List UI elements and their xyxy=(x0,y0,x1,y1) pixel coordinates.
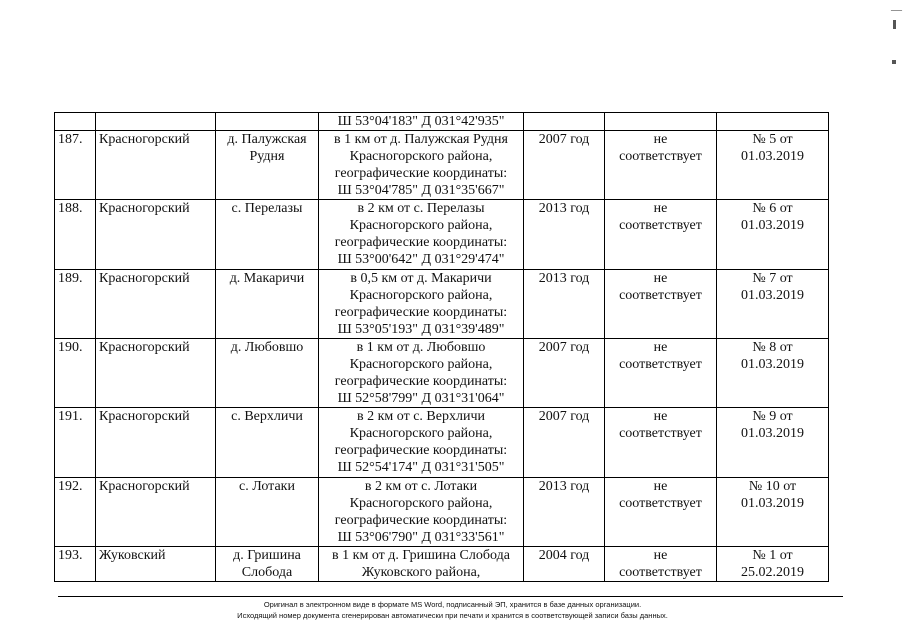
document-line: 01.03.2019 xyxy=(741,149,804,164)
settlement-line: д. Макаричи xyxy=(229,271,305,286)
location-line: Ш 53°04'785" Д 031°35'667" xyxy=(337,183,505,198)
settlement-line: с. Верхличи xyxy=(231,409,303,424)
year-cell: 2007 год xyxy=(524,339,605,408)
document-line: 25.02.2019 xyxy=(741,565,804,580)
status-cell xyxy=(605,339,717,408)
status-line: соответствует xyxy=(619,426,702,441)
location-line: в 2 км от с. Лотаки xyxy=(364,479,478,494)
table-row xyxy=(55,339,829,408)
district-cell: Красногорский xyxy=(96,408,216,478)
scan-mark xyxy=(893,20,896,29)
location-line: Ш 52°58'799" Д 031°31'064" xyxy=(337,391,505,406)
location-cell xyxy=(319,547,524,582)
table-row xyxy=(55,408,829,478)
document-cell xyxy=(717,270,829,339)
district-cell: Красногорский xyxy=(96,131,216,200)
table-row xyxy=(55,270,829,339)
settlement-line: с. Перелазы xyxy=(231,201,303,216)
location-line: в 0,5 км от д. Макаричи xyxy=(350,271,492,286)
settlement-line: с. Лотаки xyxy=(239,479,295,494)
district-cell: Красногорский xyxy=(96,270,216,339)
status-cell xyxy=(605,547,717,582)
year-cell: 2007 год xyxy=(524,408,605,478)
document-cell xyxy=(717,408,829,478)
status-line: соответствует xyxy=(619,357,702,372)
location-line: Ш 53°05'193" Д 031°39'489" xyxy=(337,322,505,337)
status-cell xyxy=(605,478,717,547)
location-line: географические координаты: xyxy=(334,443,508,458)
document-line: 01.03.2019 xyxy=(741,496,804,511)
status-cell xyxy=(605,408,717,478)
location-line: в 1 км от д. Любовшо xyxy=(356,340,486,355)
location-line: Ш 52°54'174" Д 031°31'505" xyxy=(337,460,505,475)
location-cell xyxy=(319,131,524,200)
location-tail: Ш 53°04'183" Д 031°42'935" xyxy=(337,114,505,129)
location-cell xyxy=(319,270,524,339)
status-cell xyxy=(605,131,717,200)
records-table xyxy=(54,112,829,582)
row-number: 187. xyxy=(55,131,96,200)
district-cell: Красногорский xyxy=(96,200,216,270)
settlement-line: д. Гришина xyxy=(233,548,301,563)
location-line: Красногорского района, xyxy=(349,149,493,164)
status-line: соответствует xyxy=(619,496,702,511)
year-cell: 2007 год xyxy=(524,131,605,200)
table-row xyxy=(55,200,829,270)
document-line: № 10 от xyxy=(748,479,797,494)
year-cell: 2013 год xyxy=(524,270,605,339)
row-number: 192. xyxy=(55,478,96,547)
location-line: Красногорского района, xyxy=(349,357,493,372)
location-cell xyxy=(319,200,524,270)
document-line: № 9 от xyxy=(752,409,793,424)
settlement-line: Слобода xyxy=(241,565,293,580)
status-line: не xyxy=(653,479,668,494)
location-line: Красногорского района, xyxy=(349,426,493,441)
table-row-continued xyxy=(55,113,829,131)
document-cell xyxy=(717,339,829,408)
row-number: 188. xyxy=(55,200,96,270)
location-line: Жуковского района, xyxy=(361,565,481,580)
document-line: № 5 от xyxy=(752,132,793,147)
settlement-cell xyxy=(216,478,319,547)
location-cell xyxy=(319,408,524,478)
document-line: № 7 от xyxy=(752,271,793,286)
scan-mark xyxy=(892,60,896,64)
document-line: 01.03.2019 xyxy=(741,218,804,233)
row-number: 191. xyxy=(55,408,96,478)
settlement-cell xyxy=(216,339,319,408)
status-cell xyxy=(605,200,717,270)
district-cell: Красногорский xyxy=(96,478,216,547)
table-row xyxy=(55,547,829,582)
page-marker: — xyxy=(891,4,901,16)
status-line: соответствует xyxy=(619,149,702,164)
settlement-cell xyxy=(216,131,319,200)
row-number: 189. xyxy=(55,270,96,339)
status-line: соответствует xyxy=(619,565,702,580)
location-line: Ш 53°00'642" Д 031°29'474" xyxy=(337,252,505,267)
row-number: 193. xyxy=(55,547,96,582)
district-cell: Красногорский xyxy=(96,339,216,408)
location-cell xyxy=(319,478,524,547)
document-cell xyxy=(717,131,829,200)
location-cell xyxy=(319,339,524,408)
location-line: в 1 км от д. Гришина Слобода xyxy=(332,548,510,563)
table-row xyxy=(55,478,829,547)
status-line: не xyxy=(653,271,668,286)
location-line: Красногорского района, xyxy=(349,218,493,233)
document-cell xyxy=(717,200,829,270)
document-line: № 8 от xyxy=(752,340,793,355)
location-line: в 2 км от с. Перелазы xyxy=(357,201,485,216)
status-cell xyxy=(605,270,717,339)
location-line: географические координаты: xyxy=(334,166,508,181)
status-line: не xyxy=(653,201,668,216)
year-cell: 2013 год xyxy=(524,200,605,270)
settlement-cell xyxy=(216,200,319,270)
settlement-cell xyxy=(216,270,319,339)
location-line: географические координаты: xyxy=(334,235,508,250)
location-line: в 1 км от д. Палужская Рудня xyxy=(334,132,508,147)
row-number: 190. xyxy=(55,339,96,408)
status-line: не xyxy=(653,409,668,424)
district-cell: Жуковский xyxy=(96,547,216,582)
document-line: 01.03.2019 xyxy=(741,426,804,441)
settlement-cell xyxy=(216,408,319,478)
document-line: 01.03.2019 xyxy=(741,288,804,303)
table-row xyxy=(55,131,829,200)
location-line: Красногорского района, xyxy=(349,496,493,511)
location-line: Ш 53°06'790" Д 031°33'561" xyxy=(337,530,505,545)
footer-note-original: Оригинал в электронном виде в формате MS Word, подписанный ЭП, хранится в базе данных организации. xyxy=(263,600,642,609)
document-line: № 1 от xyxy=(752,548,793,563)
location-line: Красногорского района, xyxy=(349,288,493,303)
document-cell xyxy=(717,547,829,582)
location-line: географические координаты: xyxy=(334,513,508,528)
location-line: в 2 км от с. Верхличи xyxy=(357,409,485,424)
settlement-line: Рудня xyxy=(249,149,285,164)
status-line: не xyxy=(653,132,668,147)
settlement-line: д. Палужская xyxy=(227,132,307,147)
status-line: не xyxy=(653,340,668,355)
footer-divider xyxy=(58,596,843,597)
footer-note-number: Исходящий номер документа сгенерирован автоматически при печати и хранится в соответствующей записи базы данных. xyxy=(237,611,668,620)
document-line: № 6 от xyxy=(752,201,793,216)
location-line: географические координаты: xyxy=(334,374,508,389)
document-line: 01.03.2019 xyxy=(741,357,804,372)
location-line: географические координаты: xyxy=(334,305,508,320)
status-line: соответствует xyxy=(619,218,702,233)
year-cell: 2004 год xyxy=(524,547,605,582)
settlement-line: д. Любовшо xyxy=(230,340,304,355)
document-cell xyxy=(717,478,829,547)
status-line: не xyxy=(653,548,668,563)
status-line: соответствует xyxy=(619,288,702,303)
year-cell: 2013 год xyxy=(524,478,605,547)
settlement-cell xyxy=(216,547,319,582)
